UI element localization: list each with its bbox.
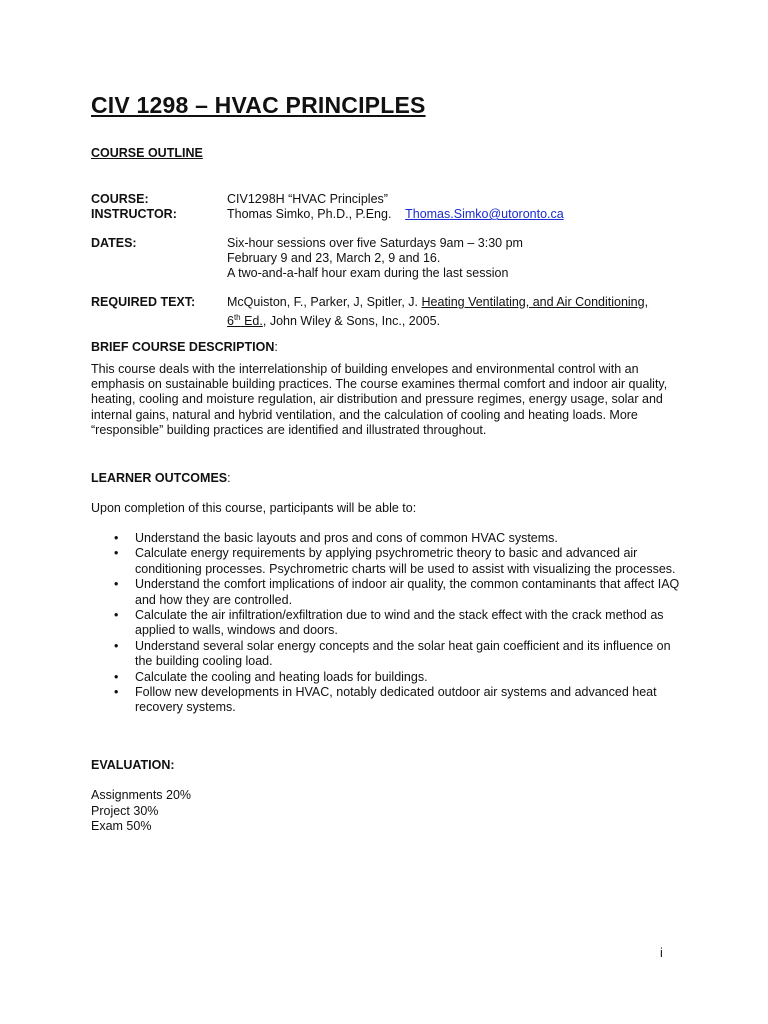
dates-line: Six-hour sessions over five Saturdays 9am – 3:30 pm [227,236,523,250]
bullet-icon: • [114,669,119,684]
bullet-icon: • [114,685,119,700]
course-value: CIV1298H “HVAC Principles” [227,192,388,206]
list-item: • Understand the comfort implications of indoor air quality, the common contaminants that affect IAQ and how they are controlled. [114,577,680,607]
bullet-icon: • [114,546,119,561]
instructor-value [227,207,564,222]
text-authors: McQuiston, F., Parker, J, Spitler, J. [227,295,422,309]
dates-line: February 9 and 23, March 2, 9 and 16. [227,251,441,265]
description-body: This course deals with the interrelationship of building envelopes and environmental control with an emphasis on sustainable building practices. The course examines thermal comfort and indoor air quality, heating, cooling and moisture regulation, air distribution and pressure regimes, energy usage, solar and internal gains, natural and hybrid ventilation, and the calculation of cooling and heating loads. More “responsible” building practices are identified and illustrated throughout. [91,362,668,437]
text-edition-label: Ed. [240,314,263,329]
list-item: • Understand several solar energy concepts and the solar heat gain coefficient and its influence on the building cooling load. [114,638,671,669]
dates-label: DATES: [91,236,137,250]
text-book-title: Heating Ventilating, and Air Conditioning, [421,295,649,309]
page-number: i [660,946,663,960]
list-item: • Understand the basic layouts and pros and cons of common HVAC systems. [114,531,558,545]
description-heading: BRIEF COURSE DESCRIPTION: [91,340,278,354]
evaluation-list [91,788,191,835]
bullet-icon: • [114,531,119,545]
text-edition-superscript: th [233,313,241,322]
course-label: COURSE: [91,192,149,206]
list-item: • Calculate the cooling and heating loads for buildings. [114,669,428,684]
evaluation-item: Project 30% [91,803,159,818]
course-outline-heading: COURSE OUTLINE [91,146,203,160]
bullet-icon: • [114,577,119,592]
instructor-name: Thomas Simko, Ph.D., P.Eng. [227,207,392,221]
list-item: • Calculate the air infiltration/exfiltration due to wind and the stack effect with the crack method as applied to walls, windows and doors. [114,608,664,638]
bullet-icon: • [114,638,119,653]
list-item: • Calculate energy requirements by applying psychrometric theory to basic and advanced air conditioning processes. Psychrometric charts will be used to assist with visualizing the processes. [114,546,676,576]
instructor-email-link[interactable]: Thomas.Simko@utoronto.ca [405,207,564,221]
text-edition-number: 6 [227,314,234,329]
dates-line: A two-and-a-half hour exam during the last session [227,266,509,280]
document-title: CIV 1298 – HVAC PRINCIPLES [91,92,426,118]
evaluation-item: Exam 50% [91,819,152,833]
instructor-label: INSTRUCTOR: [91,207,177,221]
list-item: • Follow new developments in HVAC, notably dedicated outdoor air systems and advanced heat recovery systems. [114,685,657,715]
text-publisher: , John Wiley & Sons, Inc., 2005. [262,314,441,329]
required-text-value [227,295,648,329]
outcomes-list [91,531,681,716]
required-text-label: REQUIRED TEXT: [91,295,196,309]
evaluation-item: Assignments 20% [91,788,192,802]
outcomes-intro: Upon completion of this course, participants will be able to: [91,501,417,515]
bullet-icon: • [114,608,119,623]
outcomes-heading: LEARNER OUTCOMES: [91,471,231,485]
dates-value [227,236,523,281]
evaluation-heading: EVALUATION: [91,758,175,772]
